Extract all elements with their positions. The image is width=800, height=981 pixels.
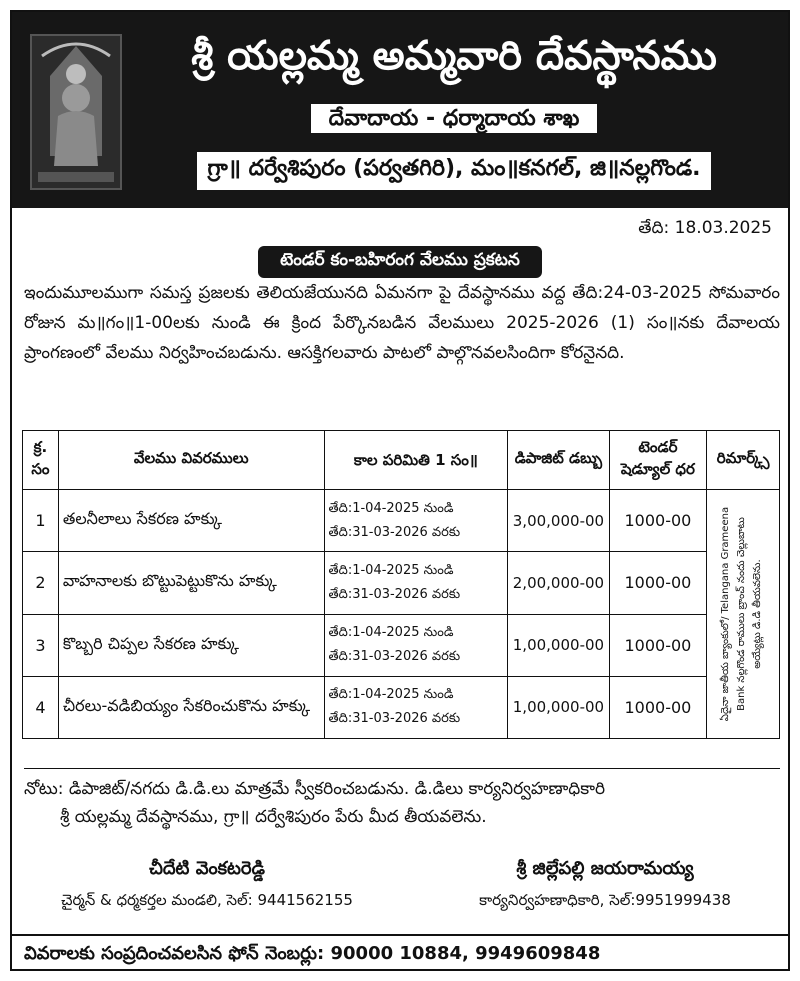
notice-sheet bbox=[10, 10, 790, 971]
row-fee: 1000-00 bbox=[609, 490, 706, 552]
row-deposit: 2,00,000-00 bbox=[508, 552, 610, 614]
note-line-2: శ్రీ యల్లమ్మ దేవస్థానము, గ్రా॥ దర్వేశిపురం పేరు మీద తీయవలెను. bbox=[60, 807, 487, 827]
col-serial: క్ర. సం bbox=[23, 431, 59, 490]
officer-signature bbox=[422, 858, 788, 913]
row-description: తలనీలాలు సేకరణ హక్కు bbox=[58, 490, 324, 552]
col-fee: టెండర్ షెడ్యూల్ ధర bbox=[609, 431, 706, 490]
row-period: తేది:1-04-2025 నుండి తేది:31-03-2026 వరకు bbox=[324, 552, 508, 614]
temple-title: శ్రీ యల్లమ్మ అమ్మవారి దేవస్థానము bbox=[191, 33, 717, 79]
col-description: వేలము వివరములు bbox=[58, 431, 324, 490]
table-row bbox=[23, 614, 780, 676]
table-row bbox=[23, 552, 780, 614]
row-serial: 4 bbox=[23, 676, 59, 738]
row-serial: 1 bbox=[23, 490, 59, 552]
col-period: కాల పరిమితి 1 సం॥ bbox=[324, 431, 508, 490]
announcement-banner: టెండర్ కం-బహిరంగ వేలము ప్రకటన bbox=[12, 246, 788, 278]
note-line-1: నోటు: డిపాజిట్/నగదు డి.డి.లు మాత్రమే స్వీకరించబడును. డి.డిలు కార్యనిర్వహణాధికారి bbox=[24, 779, 606, 799]
chairman-name: చీదేటి వెంకటరెడ్డి bbox=[149, 858, 265, 879]
contact-numbers: వివరాలకు సంప్రదించవలసిన ఫోన్ నెంబర్లు: 90000 10884, 9949609848 bbox=[12, 934, 788, 969]
row-fee: 1000-00 bbox=[609, 614, 706, 676]
intro-paragraph: ఇందుమూలముగా సమస్త ప్రజలకు తెలియజేయునది ఏమనగా పై దేవస్థానము వద్ద తేది:24-03-2025 సోమవారం రోజున మ॥గం॥1-00లకు నుండి ఈ క్రింద పేర్కొనబడిన వేలములు 2025-2026 (1) సం॥నకు దేవాలయ ప్రాంగణంలో వేలము నిర్వహించబడును. ఆసక్తిగలవారు పాటలో పాల్గొనవలసిందిగా కోరనైనది. bbox=[24, 283, 780, 363]
notes-section bbox=[24, 768, 780, 831]
remarks-cell bbox=[707, 490, 780, 739]
row-serial: 2 bbox=[23, 552, 59, 614]
deity-image bbox=[30, 34, 122, 190]
row-period: తేది:1-04-2025 నుండి తేది:31-03-2026 వరకు bbox=[324, 676, 508, 738]
table-row bbox=[23, 490, 780, 552]
temple-address: గ్రా॥ దర్వేశిపురం (పర్వతగిరి), మం॥కనగల్, జి॥నల్లగొండ. bbox=[124, 152, 784, 190]
col-remarks: రిమార్క్స్ bbox=[707, 431, 780, 490]
table-header-row bbox=[23, 431, 780, 490]
department-subtitle: దేవాదాయ - ధర్మాదాయ శాఖ bbox=[124, 106, 784, 136]
header-banner bbox=[12, 12, 788, 208]
row-period: తేది:1-04-2025 నుండి తేది:31-03-2026 వరకు bbox=[324, 614, 508, 676]
table-row bbox=[23, 676, 780, 738]
row-description: వాహనాలకు బొట్టుపెట్టుకొను హక్కు bbox=[58, 552, 324, 614]
row-description: కొబ్బరి చిప్పల సేకరణ హక్కు bbox=[58, 614, 324, 676]
row-fee: 1000-00 bbox=[609, 552, 706, 614]
chairman-signature bbox=[12, 858, 402, 913]
col-deposit: డిపాజిట్ డబ్బు bbox=[508, 431, 610, 490]
row-deposit: 1,00,000-00 bbox=[508, 676, 610, 738]
row-fee: 1000-00 bbox=[609, 676, 706, 738]
officer-name: శ్రీ జిల్లేపల్లి జయరామయ్య bbox=[516, 858, 694, 879]
row-deposit: 3,00,000-00 bbox=[508, 490, 610, 552]
chairman-role: చైర్మన్ & ధర్మకర్తల మండలి, సెల్: 9441562155 bbox=[61, 891, 353, 909]
remarks-text: ఏదైనా జాతీయ బ్యాంకులో/ Telangana Grameena Bank నల్లగొండ రాములు బ్రాంచ్ నందు చెల్లుబాటు అయ్యేట్లు డి.డి తీయవలెను. bbox=[720, 506, 764, 722]
row-description: చీరలు-వడిబియ్యం సేకరించుకొను హక్కు bbox=[58, 676, 324, 738]
row-period: తేది:1-04-2025 నుండి తేది:31-03-2026 వరకు bbox=[324, 490, 508, 552]
row-serial: 3 bbox=[23, 614, 59, 676]
officer-role: కార్యనిర్వహణాధికారి, సెల్:9951999438 bbox=[479, 891, 731, 909]
auction-table bbox=[22, 430, 780, 739]
row-deposit: 1,00,000-00 bbox=[508, 614, 610, 676]
notice-date: తేది: 18.03.2025 bbox=[638, 218, 772, 238]
